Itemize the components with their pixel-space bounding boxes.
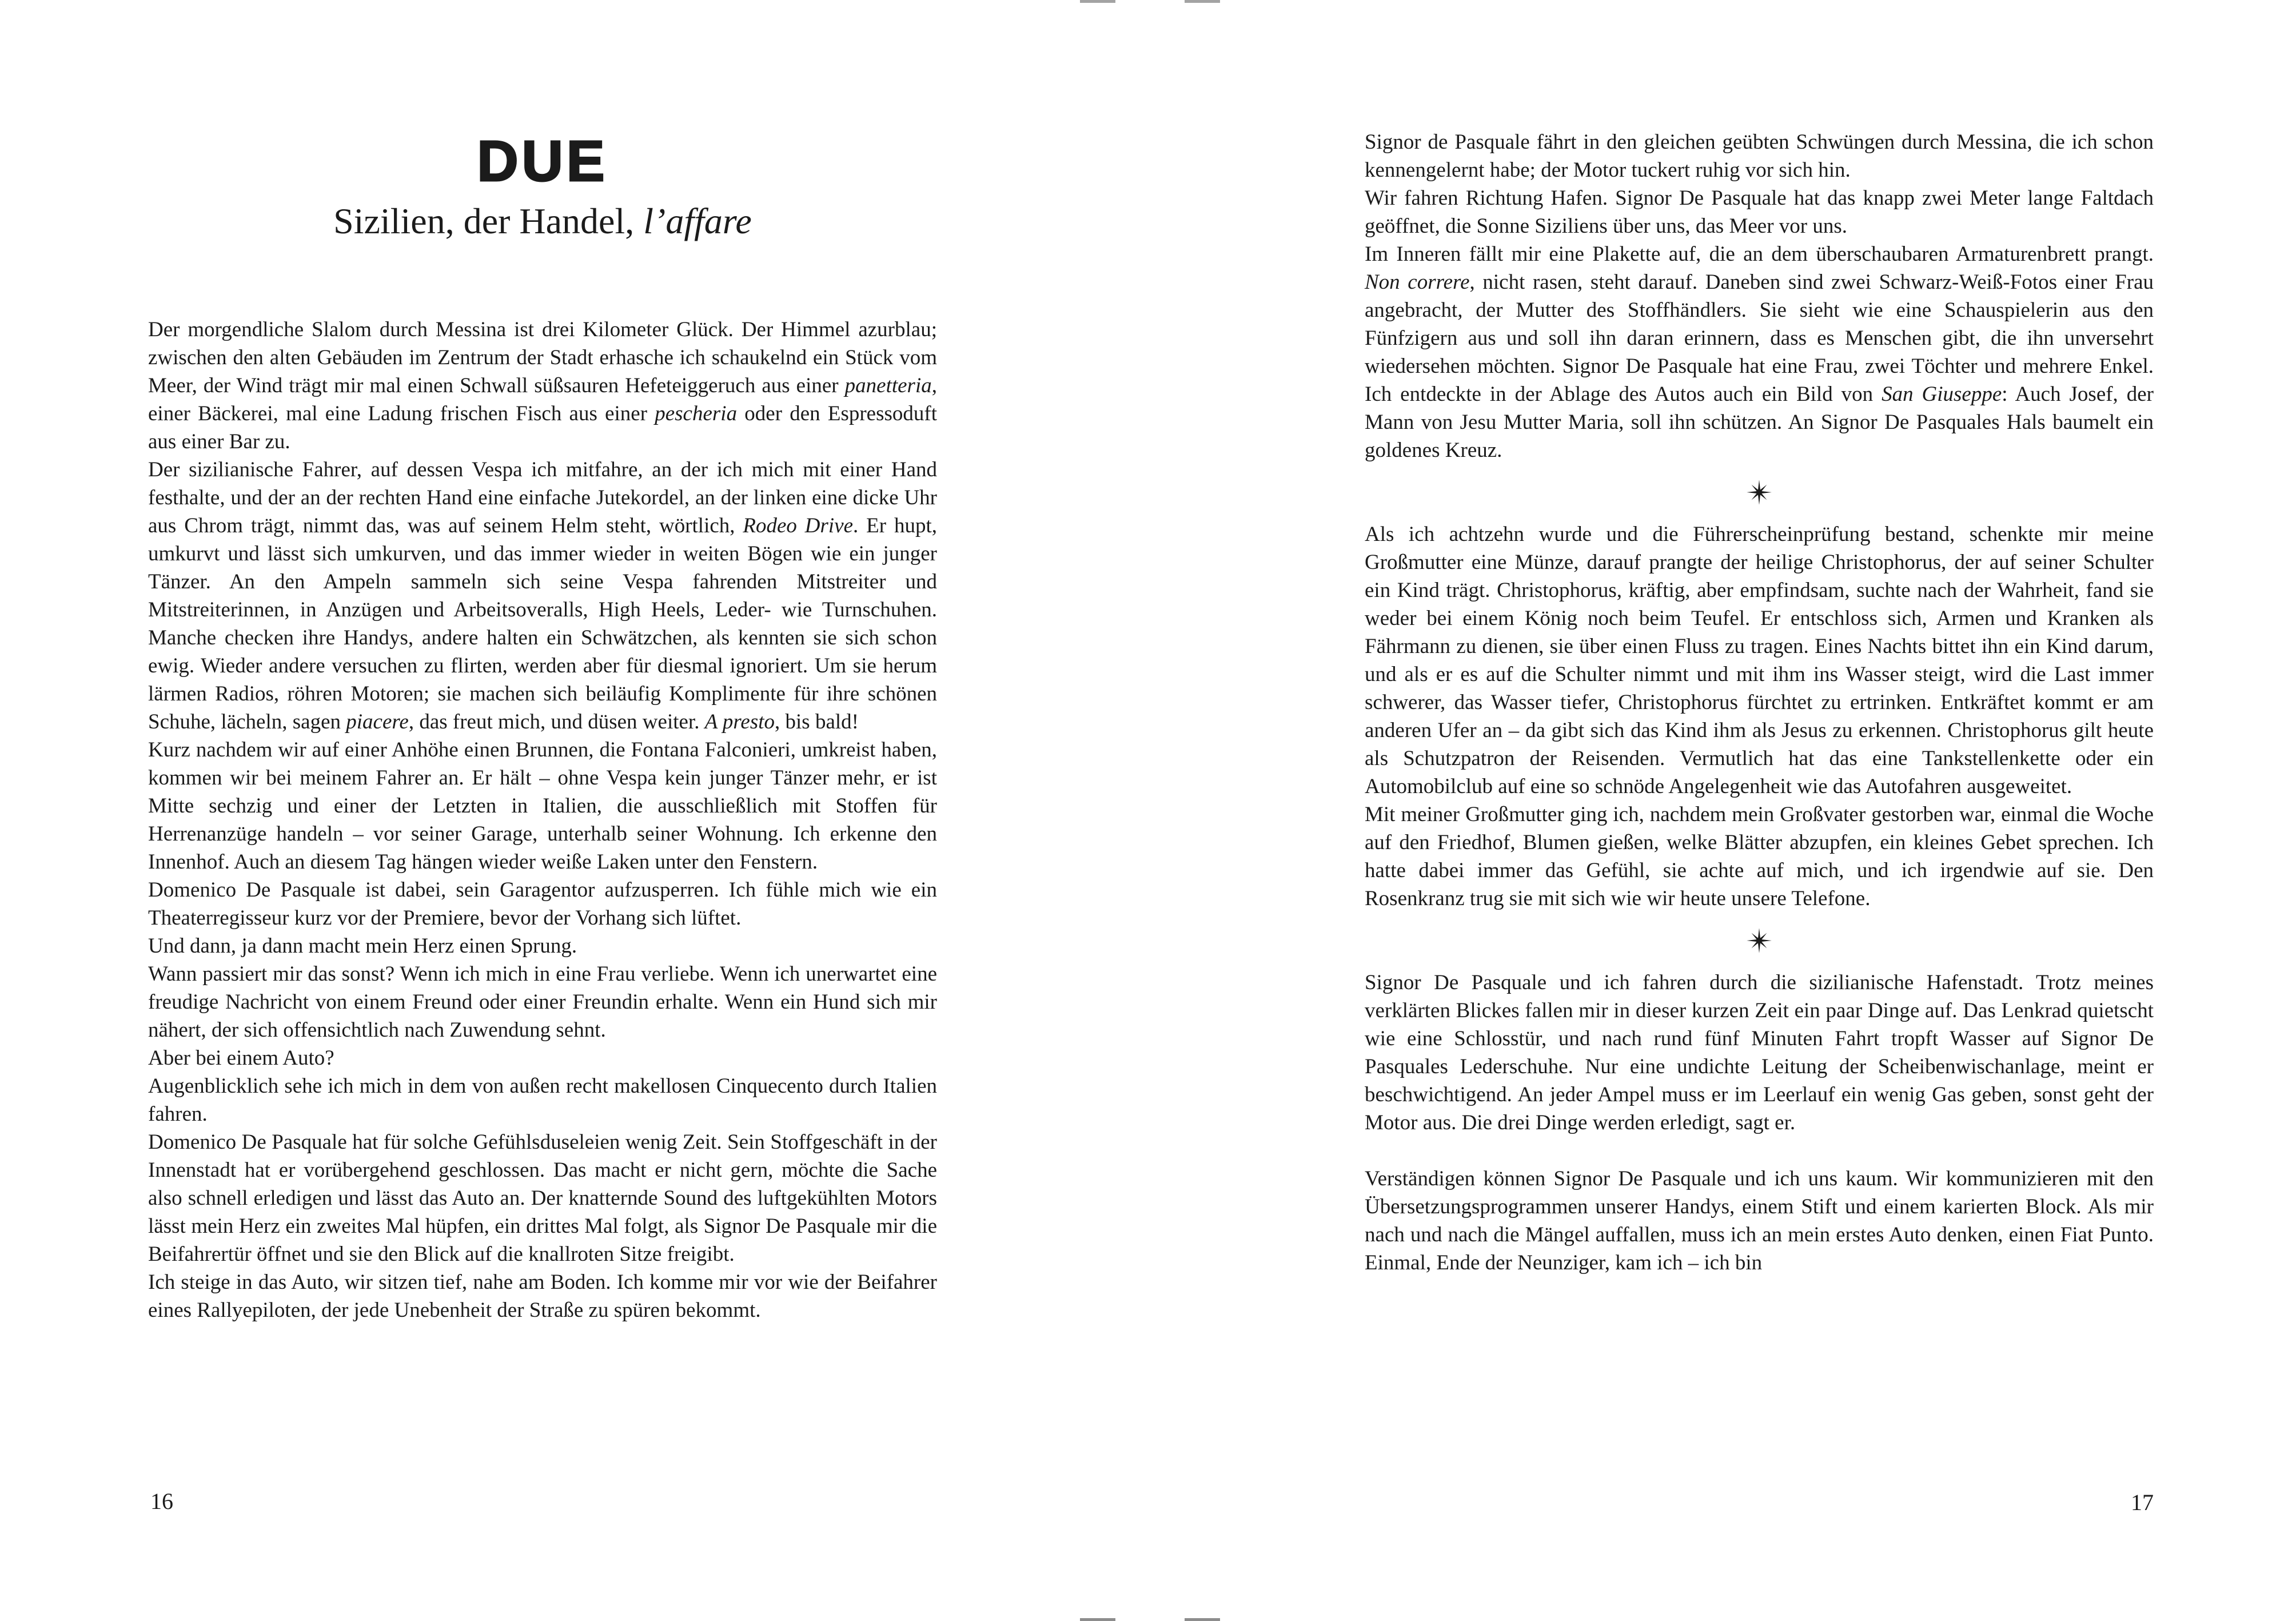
text-run: Wir fahren Richtung Hafen. Signor De Pasquale hat das knapp zwei Meter lange Faltdach geöffnet, die Sonne Siziliens über uns, das Meer vor uns. [1365,186,2154,238]
paragraph [148,1268,937,1324]
italic-run: Non correre [1365,270,1470,294]
crop-mark-bottom-left [1080,1618,1115,1621]
text-run: Und dann, ja dann macht mein Herz einen Sprung. [148,934,577,958]
right-page-body [1365,128,2154,1277]
paragraph [1365,1165,2154,1277]
text-run: Aber bei einem Auto? [148,1046,334,1070]
text-run: Ich steige in das Auto, wir sitzen tief, nahe am Boden. Ich komme mir vor wie der Beifahrer eines Rallyepiloten, der jede Unebenheit der Straße zu spüren bekommt. [148,1270,937,1322]
crop-mark-top-right [1185,0,1220,3]
text-run: Als ich achtzehn wurde und die Führerscheinprüfung bestand, schenkte mir meine Großmutter eine Münze, darauf prangte der heilige Christophorus, der auf seiner Schulter ein Kind trägt. Christophorus, kräftig, aber empfindsam, suchte nach der Wahrheit, fand sie weder bei einem König noch beim Teufel. Er entschloss sich, Armen und Kranken als Fährmann zu dienen, sie über einen Fluss zu tragen. Eines Nachts bittet ihn ein Kind darum, und als er es auf die Schulter nimmt und mit ihm ins Wasser steigt, wird die Last immer schwerer, das Wasser tiefer, Christophorus fürchtet zu ertrinken. Entkräftet kommt er am anderen Ufer an – da gibt sich das Kind ihm als Jesus zu erkennen. Christophorus gilt heute als Schutzpatron der Reisenden. Vermutlich hat das eine Tankstellenkette oder ein Automobilclub auf eine so schnöde Angelegenheit wie das Autofahren ausgeweitet. [1365,523,2154,798]
paragraph [1365,969,2154,1137]
page-number-left: 16 [150,1488,173,1514]
paragraph [148,1072,937,1128]
text-run: Wann passiert mir das sonst? Wenn ich mich in eine Frau verliebe. Wenn ich unerwartet eine freudige Nachricht von einem Freund oder einer Freundin erhalte. Wenn ein Hund sich mir nähert, der sich offensichtlich nach Zuwendung sehnt. [148,962,937,1042]
text-run: , das freut mich, und düsen weiter. [408,710,705,734]
paragraph [148,456,937,736]
italic-run: pescheria [655,402,738,425]
text-run: Der morgendliche Slalom durch Messina ist drei Kilometer Glück. Der Himmel azurblau; zwischen den alten Gebäuden im Zentrum der Stadt erhasche ich schaukelnd ein Stück vom Meer, der Wind trägt mir mal einen Schwall süßsauren Hefeteiggeruch aus einer [148,318,937,397]
text-run: Domenico De Pasquale hat für solche Gefühlsduseleien wenig Zeit. Sein Stoffgeschäft in der Innenstadt hat er vorübergehend geschlossen. Das macht er nicht gern, möchte die Sache also schnell erledigen und lässt das Auto an. Der knatternde Sound des luftgekühlten Motors lässt mein Herz ein zweites Mal hüpfen, ein drittes Mal folgt, als Signor De Pasquale mir die Beifahrertür öffnet und sie den Blick auf die knallroten Sitze freigibt. [148,1130,937,1266]
paragraph [148,316,937,456]
text-run: Signor de Pasquale fährt in den gleichen geübten Schwüngen durch Messina, die ich schon kennengelernt habe; der Motor tuckert ruhig vor sich hin. [1365,130,2154,182]
italic-run: panetteria [844,374,932,397]
text-run: Mit meiner Großmutter ging ich, nachdem mein Großvater gestorben war, einmal die Woche auf den Friedhof, Blumen gießen, welke Blätter abzupfen, ein kleines Gebet sprechen. Ich hatte dabei immer das Gefühl, sie achte auf mich, und ich irgendwie auf sie. Den Rosenkranz trug sie mit sich wie wir heute unsere Telefone. [1365,803,2154,910]
paragraph [148,736,937,876]
paragraph [148,960,937,1044]
text-run: Sizilien, der Handel, [333,201,644,241]
text-run: Signor De Pasquale und ich fahren durch die sizilianische Hafenstadt. Trotz meines verklärten Blickes fallen mir in dieser kurzen Zeit ein paar Dinge auf. Das Lenkrad quietscht wie eine Schlosstür, und nach rund fünf Minuten Fahrt tropft Wasser auf Signor De Pasquales Lederschuhe. Nur eine undichte Leitung der Scheibenwischanlage, meint er beschwichtigend. An jeder Ampel muss er im Leerlauf ein wenig Gas geben, sonst geht der Motor aus. Die drei Dinge werden erledigt, sagt er. [1365,971,2154,1134]
paragraph [1365,128,2154,184]
text-run: . Er hupt, umkurvt und lässt sich umkurven, und das immer wieder in weiten Bögen wie ein junger Tänzer. An den Ampeln sammeln sich seine Vespa fahrenden Mitstreiter und Mitstreiterinnen, in Anzügen und Arbeitsoveralls, High Heels, Leder- wie Turnschuhen. Manche checken ihre Handys, andere halten ein Schwätzchen, als kennten sie sich schon ewig. Wieder andere versuchen zu flirten, werden aber für diesmal ignoriert. Um sie herum lärmen Radios, röhren Motoren; sie machen sich beiläufig Komplimente für ihre schönen Schuhe, lächeln, sagen [148,514,937,734]
text-run: Im Inneren fällt mir eine Plakette auf, die an dem überschaubaren Armaturenbrett prangt. [1365,242,2154,266]
text-run: : Auch Josef, der Mann von Jesu Mutter Maria, soll ihn schützen. An Signor De Pasquales Hals baumelt ein goldenes Kreuz. [1365,383,2154,462]
paragraph-gap [1365,1137,2154,1165]
paragraph [148,1044,937,1072]
italic-run: Rodeo Drive [743,514,854,537]
page-right [1365,0,2154,1621]
page-left [148,0,937,1621]
paragraph [148,1128,937,1268]
text-run: Verständigen können Signor De Pasquale und ich uns kaum. Wir kommunizieren mit den Übersetzungsprogrammen unserer Handys, einem Stift und einem karierten Block. Als mir nach und nach die Mängel auffallen, muss ich an mein erstes Auto denken, einen Fiat Punto. Einmal, Ende der Neunziger, kam ich – ich bin [1365,1167,2154,1275]
chapter-subtitle [148,201,937,241]
crop-mark-top-left [1080,0,1115,3]
paragraph [148,876,937,932]
text-run: , nicht rasen, steht darauf. Daneben sind zwei Schwarz-Weiß-Fotos einer Frau angebracht, der Mutter des Stoffhändlers. Sie sieht wie eine Schauspielerin aus den Fünfzigern aus und soll ihn daran erinnern, dass es Menschen gibt, die ihn unversehrt wiedersehen möchten. Signor De Pasquale hat eine Frau, zwei Töchter und mehrere Enkel. Ich entdeckte in der Ablage des Autos auch ein Bild von [1365,270,2154,406]
left-page-body [148,316,937,1324]
text-run: Domenico De Pasquale ist dabei, sein Garagentor aufzusperren. Ich fühle mich wie ein Theaterregisseur kurz vor der Premiere, bevor der Vorhang sich lüftet. [148,878,937,930]
page-number-right: 17 [2131,1489,2154,1515]
paragraph [1365,520,2154,800]
paragraph [148,932,937,960]
text-run: , einer Bäckerei, mal eine Ladung frischen Fisch aus einer [148,374,937,425]
italic-run: piacere [346,710,409,734]
italic-run: A presto [704,710,775,734]
section-break-star-icon [1365,464,2154,520]
crop-mark-bottom-right [1185,1618,1220,1621]
text-run: Augenblicklich sehe ich mich in dem von außen recht makellosen Cinquecento durch Italien fahren. [148,1074,937,1126]
paragraph [1365,184,2154,240]
text-run: , bis bald! [775,710,859,734]
paragraph [1365,800,2154,913]
italic-run: San Giuseppe [1882,383,2002,406]
italic-run: l’affare [643,201,752,241]
text-run: Der sizilianische Fahrer, auf dessen Vespa ich mitfahre, an der ich mich mit einer Hand festhalte, und der an der rechten Hand eine einfache Jutekordel, an der linken eine dicke Uhr aus Chrom trägt, nimmt das, was auf seinem Helm steht, wörtlich, [148,458,937,537]
paragraph [1365,240,2154,464]
text-run: Kurz nachdem wir auf einer Anhöhe einen Brunnen, die Fontana Falconieri, umkreist haben, kommen wir bei meinem Fahrer an. Er hält – ohne Vespa kein junger Tänzer mehr, er ist Mitte sechzig und einer der Letzten in Italien, die ausschließlich mit Stoffen für Herrenanzüge handeln – vor seiner Garage, unterhalb seiner Wohnung. Ich erkenne den Innenhof. Auch an diesem Tag hängen wieder weiße Laken unter den Fenstern. [148,738,937,874]
section-break-star-icon [1365,913,2154,969]
text-run: oder den Espressoduft aus einer Bar zu. [148,402,937,453]
chapter-number-heading: DUE [477,129,608,193]
